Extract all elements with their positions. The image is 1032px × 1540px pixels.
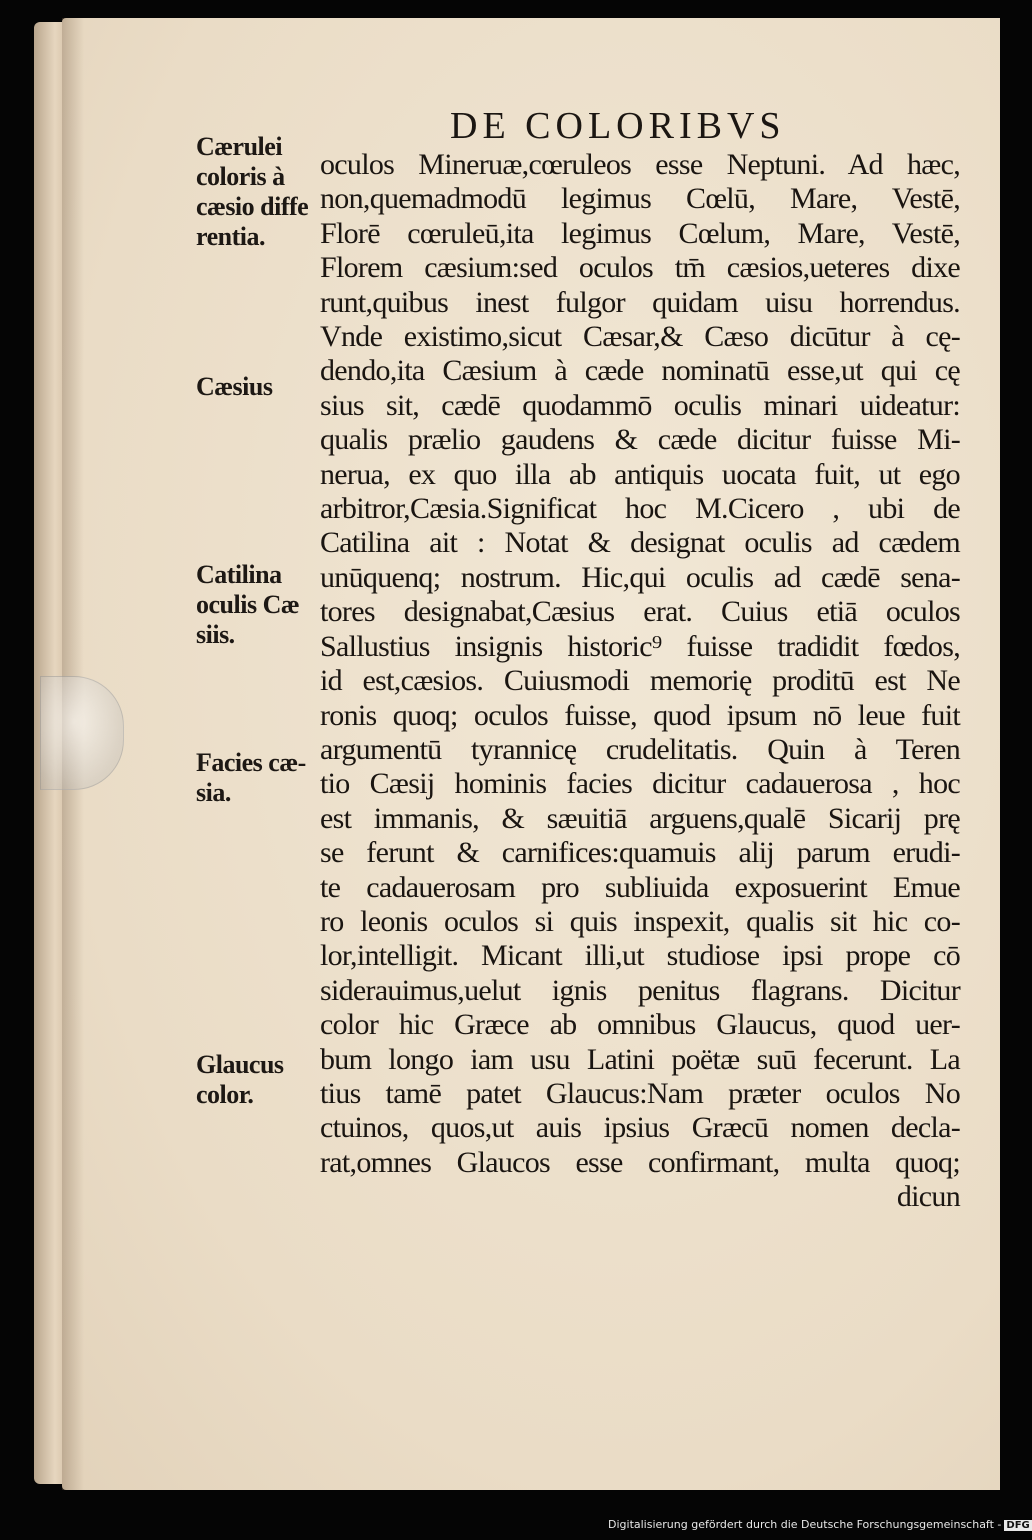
catchword: dicun	[896, 1180, 960, 1214]
text-line: nerua, ex quo illa ab antiquis uocata fuit, ut ego	[320, 457, 960, 491]
dfg-footer	[608, 1518, 1030, 1531]
marginal-note	[196, 372, 326, 402]
marginal-note	[196, 132, 326, 252]
text-line: lor,intelligit. Micant illi,ut studiose ipsi prope cō	[320, 939, 960, 973]
text-line: Florē cœruleū,ita legimus Cœlum, Mare, Vestē,	[320, 216, 960, 250]
text-line: runt,quibus inest fulgor quidam uisu horrendus.	[320, 285, 960, 319]
running-head: DE COLORIBVS	[450, 105, 786, 147]
text-line: Sallustius insignis historic⁹ fuisse tradidit fœdos,	[320, 629, 960, 663]
text-line: bum longo iam usu Latini poëtæ suū fecerunt. La	[320, 1042, 960, 1076]
marginal-line: cæsio diffe	[196, 192, 309, 221]
text-line: siderauimus,uelut ignis penitus flagrans. Dicitur	[320, 973, 960, 1007]
marginal-line: siis.	[196, 620, 235, 649]
marginal-line: rentia.	[196, 222, 265, 251]
text-line: ro leonis oculos si quis inspexit, qualis sit hic co-	[320, 904, 960, 938]
text-line: oculos Mineruæ,cœruleos esse Neptuni. Ad hæc,	[320, 148, 960, 181]
text-line: tores designabat,Cæsius erat. Cuius etiā oculos	[320, 595, 960, 629]
text-line: tio Cæsij hominis facies dicitur cadauerosa , hoc	[320, 767, 960, 801]
text-line: ctuinos, quos,ut auis ipsius Græcū nomen decla-	[320, 1111, 960, 1145]
text-line: unūquenq; nostrum. Hic,qui oculis ad cædē sena-	[320, 560, 960, 594]
text-line: se ferunt & carnifices:quamuis alij parum erudi-	[320, 836, 960, 870]
marginal-note	[196, 560, 326, 650]
dfg-logo: DFG	[1006, 1520, 1030, 1531]
text-line: Catilina ait : Notat & designat oculis ad cædem	[320, 526, 960, 560]
text-line: qualis prælio gaudens & cæde dicitur fuisse Mi-	[320, 423, 960, 457]
text-line: tius tamē patet Glaucus:Nam præter oculos No	[320, 1076, 960, 1110]
marginal-line: Facies cæ-	[196, 748, 306, 777]
marginal-line: Cærulei	[196, 132, 283, 161]
text-line: arbitror,Cæsia.Significat hoc M.Cicero , ubi de	[320, 492, 960, 526]
marginal-line: coloris à	[196, 162, 285, 191]
marginal-line: Catilina	[196, 560, 282, 589]
marginal-line: sia.	[196, 778, 231, 807]
text-line: color hic Græce ab omnibus Glaucus, quod uer-	[320, 1008, 960, 1042]
text-line: dendo,ita Cæsium à cæde nominatū esse,ut qui cę	[320, 354, 960, 388]
text-line: ronis quoq; oculos fuisse, quod ipsum nō leue fuit	[320, 698, 960, 732]
marginal-line: Glaucus	[196, 1050, 284, 1079]
text-line: Vnde existimo,sicut Cæsar,& Cæso dicūtur à cę-	[320, 320, 960, 354]
text-line: est immanis, & sæuitiā arguens,qualē Sicarij prę	[320, 801, 960, 835]
text-line: rat,omnes Glaucos esse confirmant, multa quoq;	[320, 1145, 960, 1179]
text-line: argumentū tyrannicę crudelitatis. Quin à Teren	[320, 732, 960, 766]
footer-text: Digitalisierung gefördert durch die Deutsche Forschungsgemeinschaft -	[608, 1518, 1002, 1531]
marginal-line: Cæsius	[196, 372, 273, 401]
page-clip	[40, 676, 124, 790]
marginal-note	[196, 1050, 326, 1110]
body-text	[320, 148, 960, 1215]
marginal-line: oculis Cæ	[196, 590, 300, 619]
text-line: id est,cæsios. Cuiusmodi memorię proditū est Ne	[320, 664, 960, 698]
text-line: te cadauerosam pro subliuida exposuerint Emue	[320, 870, 960, 904]
text-line: Florem cæsium:sed oculos tm̄ cæsios,ueteres dixe	[320, 251, 960, 285]
marginal-line: color.	[196, 1080, 254, 1109]
text-line: non,quemadmodū legimus Cœlū, Mare, Vestē,	[320, 182, 960, 216]
text-line: sius sit, cædē quodammō oculis minari uideatur:	[320, 388, 960, 422]
marginal-note	[196, 748, 326, 808]
